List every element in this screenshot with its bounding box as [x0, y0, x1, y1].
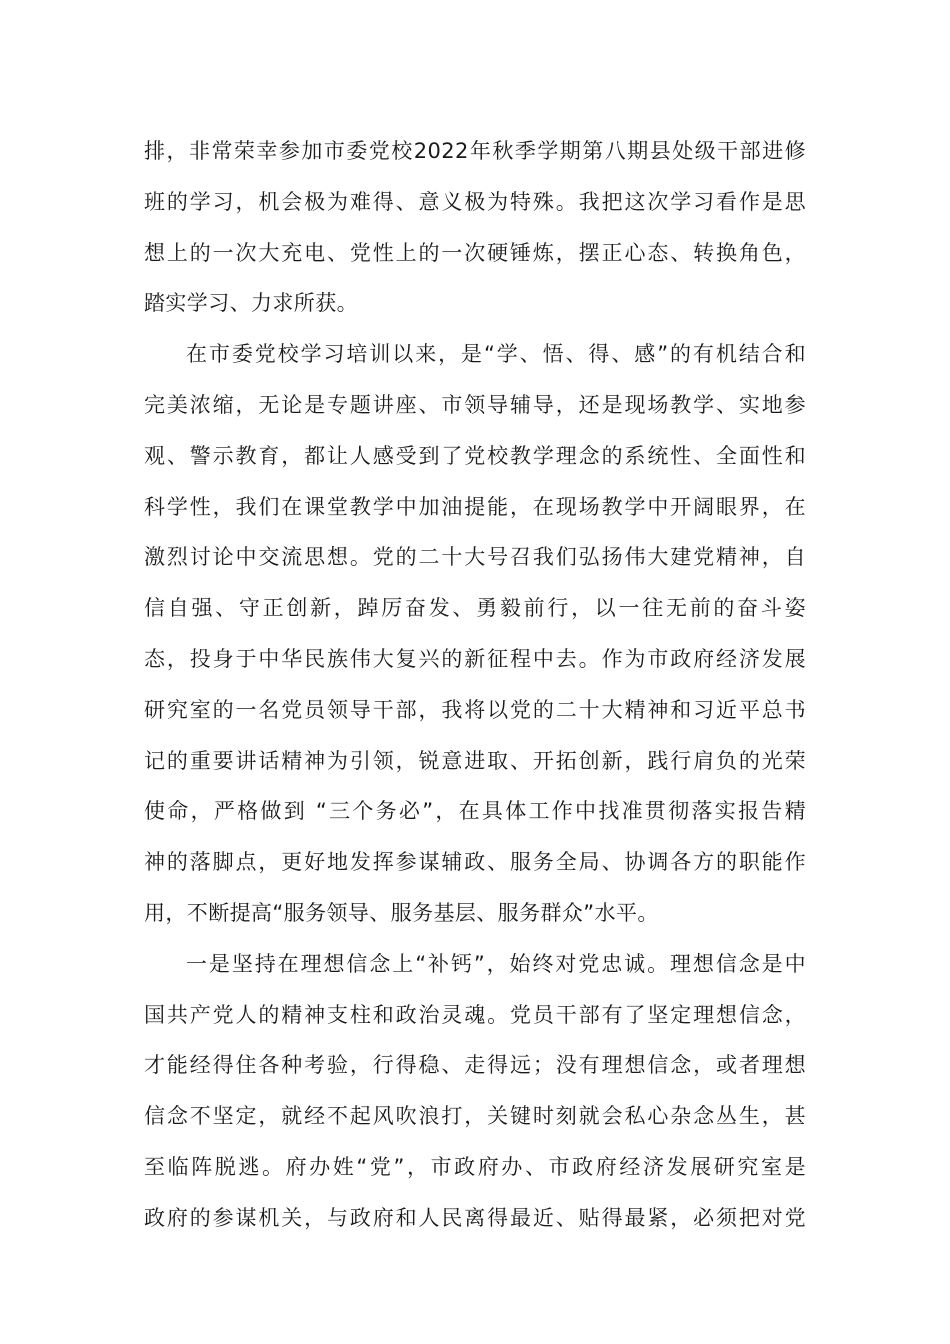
- paragraph-2: [144, 329, 806, 939]
- text-line: 排，非常荣幸参加市委党校2022年秋季学期第八期县处级干部进修: [144, 139, 806, 163]
- text-line: 记的重要讲话精神为引领，锐意进取、开拓创新，践行肩负的光荣: [144, 748, 806, 773]
- text-line: 班的学习，机会极为难得、意义极为特殊。我把这次学习看作是思: [144, 189, 806, 214]
- text-line: 完美浓缩，无论是专题讲座、市领导辅导，还是现场教学、实地参: [144, 392, 806, 417]
- text-line: 态，投身于中华民族伟大复兴的新征程中去。作为市政府经济发展: [144, 646, 806, 671]
- text-line: 用，不断提高“服务领导、服务基层、服务群众”水平。: [144, 900, 659, 925]
- text-line: 政府的参谋机关，与政府和人民离得最近、贴得最紧，必须把对党: [144, 1205, 806, 1230]
- text-line: 研究室的一名党员领导干部，我将以党的二十大精神和习近平总书: [144, 697, 806, 722]
- text-line: 神的落脚点，更好地发挥参谋辅政、服务全局、协调各方的职能作: [144, 850, 806, 875]
- text-line: 观、警示教育，都让人感受到了党校教学理念的系统性、全面性和: [144, 443, 806, 468]
- text-line: 一是坚持在理想信念上“补钙”，始终对党忠诚。理想信念是中: [186, 951, 806, 976]
- paragraph-1: [144, 126, 806, 329]
- text-line: 才能经得住各种考验，行得稳、走得远；没有理想信念，或者理想: [144, 1053, 806, 1078]
- paragraph-3: [144, 939, 806, 1244]
- text-line: 至临阵脱逃。府办姓“党”，市政府办、市政府经济发展研究室是: [144, 1154, 806, 1179]
- text-line: 国共产党人的精神支柱和政治灵魂。党员干部有了坚定理想信念，: [144, 1002, 806, 1027]
- text-line: 激烈讨论中交流思想。党的二十大号召我们弘扬伟大建党精神，自: [144, 545, 806, 570]
- document-body: [144, 126, 806, 1244]
- text-line: 科学性，我们在课堂教学中加油提能，在现场教学中开阔眼界，在: [144, 494, 806, 519]
- text-line: 想上的一次大充电、党性上的一次硬锤炼，摆正心态、转换角色，: [144, 240, 806, 265]
- text-line: 信念不坚定，就经不起风吹浪打，关键时刻就会私心杂念丛生，甚: [144, 1104, 806, 1129]
- text-line: 踏实学习、力求所获。: [144, 291, 358, 316]
- text-line: 使命，严格做到 “三个务必”，在具体工作中找准贯彻落实报告精: [144, 799, 806, 824]
- text-line: 信自强、守正创新，踔厉奋发、勇毅前行，以一往无前的奋斗姿: [144, 596, 806, 621]
- text-line: 在市委党校学习培训以来，是“学、悟、得、感”的有机结合和: [186, 342, 806, 367]
